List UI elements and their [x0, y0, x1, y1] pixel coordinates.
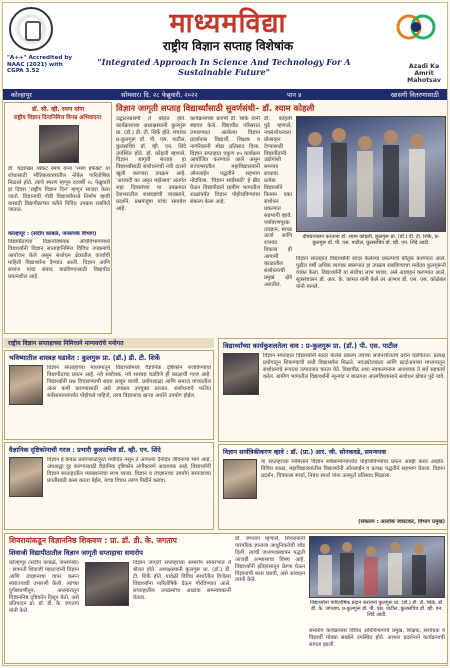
bottom-subheadline: शिवाजी विद्यापीठातील विज्ञान जागृती सप्ताहाचा समारोप: [9, 549, 143, 557]
bottom-headline: शिवरायांकडून विज्ञाननिष्ठ शिकवण : प्रा. डॉ. डी. के. जगताप: [9, 536, 177, 545]
tagline: "Integrated Approach In Science And Technology For A Sustainable Future": [97, 57, 351, 77]
dateline-bar: [3, 89, 447, 100]
newspaper-subtitle: राष्ट्रीय विज्ञान सप्ताह विशेषांक: [162, 39, 294, 53]
bottom-photo-caption: विद्यार्थ्यांना पारितोषिक प्रदान करताना कुलगुरू प्रा. (डॉ.) डी. टी. शिर्के, डॉ. डी. के. जगताप, प्र-कुलगुरू डॉ. पी. एस. पाटील, कुलसचिव डॉ. व्ही. एन. शिंदे आदी.: [310, 600, 444, 619]
bottom-column-2: विज्ञान जागृती सप्ताहाच्या समारोप समारंभात ते बोलत होते. अध्यक्षस्थानी कुलगुरू प्रा. (डॉ.) डी. टी. शिर्के होते. यावेळी विविध स्पर्धांतील विजेत्या विद्यार्थ्यांना पारितोषिके देऊन गौरविण्यात आले. सप्ताहातील उपक्रमांचा आढावा समन्वयकांनी घेतला.: [133, 560, 231, 601]
bottom-photo: [309, 536, 445, 598]
shirke-portrait: [9, 365, 43, 405]
sonkawade-credit: (संकलन : आलोक जत्राटकर, विभाग प्रमुख): [358, 519, 445, 525]
shinde-body: विज्ञान हे केवळ प्रयोगशाळेपुरते मर्यादित नसून ते आपल्या दैनंदिन जीवनाचा भाग आहे. अंधश्रद्धा दूर करण्यासाठी वैज्ञानिक दृष्टिकोन अंगीकारणे आवश्यक आहे. विद्यार्थ्यांनी विज्ञान सप्ताहातील व्याख्यानांचा लाभ घ्यावा. विज्ञान व तंत्रज्ञानाचा उपयोग समाजाच्या प्रगतीसाठी कसा करता येईल, याचा विचार तरुण पिढीने करावा.: [47, 457, 211, 484]
azadi-ka-amrit-mahotsav-logo-icon: [395, 11, 445, 47]
raman-credit: कोल्हापूर : (संदीप कांबळे, जनसंपर्क विभाग): [8, 231, 97, 237]
shirke-body: विज्ञान सप्ताहाच्या माध्यमातून विद्यार्थ्यांमध्ये वैज्ञानिक दृष्टिकोन रुजविण्याचा विद्यापीठाचा प्रयत्न आहे. नवे संशोधक, नवे शास्त्रज्ञ घडविणे ही काळाची गरज आहे. विद्यार्थ्यांनी प्रश्न विचारण्याची सवय लावून घ्यावी. प्रयोगशाळा आणि समाज यांच्यातील अंतर कमी करण्यासाठी असे उपक्रम उपयुक्त ठरतात. संशोधनाचे फलित सर्वसामान्यांपर्यंत पोहोचले पाहिजे, तरच विज्ञानाचा खऱ्या अर्थाने उपयोग होईल.: [47, 365, 211, 399]
shinde-title: वैज्ञानिक दृष्टिकोनाची गरज : प्रभारी कुलसचिव डॉ. व्ही. एन. शिंदे: [9, 446, 161, 454]
lead-photo-figures: [297, 117, 447, 233]
dateline-date: सोमवार। दि. २८ फेब्रुवारी, २०२२: [121, 91, 198, 99]
naac-accreditation: "A++" Accredited by NAAC (2021) with CGPA 3.52: [7, 55, 72, 75]
lead-photo-caption: दीपप्रज्वलन करताना डॉ. श्याम कोहली, कुलगुरू प्रा. (डॉ.) डी. टी. शिर्के, प्र-कुलगुरू डॉ. पी. एस. पाटील, कुलसचिव डॉ. व्ही. एन. शिंदे आदी.: [302, 234, 440, 247]
patil-title: विद्यार्थ्यांच्या कार्यकुशलतेला वाव : प्र-कुलगुरू प्रा. (डॉ.) पी. एस. पाटील: [223, 342, 398, 350]
lead-column-1: उद्घाटनप्रसंगी ते बोलत होते. कार्यक्रमाच्या अध्यक्षस्थानी कुलगुरू प्रा. (डॉ.) डी. टी. शिर्के होते. मंचावर प्र-कुलगुरू डॉ. पी. एस. पाटील, कुलसचिव डॉ. व्ही. एन. शिंदे उपस्थित होते. डॉ. कोहली म्हणाले, विज्ञान जागृती सप्ताह हा विद्यार्थ्यांसाठी संशोधनाची नवी दालने खुली करणारा उपक्रम आहे. 'आजादी का अमृत महोत्सव' अंतर्गत सहा दिवसांच्या या उपक्रमात देशभरातील शास्त्रज्ञांची व्याख्याने, प्रदर्शने, प्रश्नमंजूषा यांचा समावेश आहे.: [116, 116, 186, 212]
sonkawade-body: या सप्ताहाच्या निमित्ताने विज्ञान सर्वसामान्यांपर्यंत पोहोचविण्याचा प्रयत्न आम्ही करत आहोत. विविध शाळा, महाविद्यालयांतील विद्यार्थ्यांनी ऑनलाईन व प्रत्यक्ष पद्धतीने सहभाग घेतला. विज्ञान प्रदर्शन, चित्रकला स्पर्धा, निबंध स्पर्धा यांना उत्स्फूर्त प्रतिसाद मिळाला.: [261, 459, 445, 479]
raman-title: राष्ट्रीय विज्ञान दिनानिमित्त विनम्र अभिवादन!: [13, 115, 103, 121]
shirke-title: भविष्यातील शास्त्रज्ञ घडावेत : कुलगुरू प्रा. (डॉ.) डी. टी. शिर्के: [9, 354, 160, 362]
shinde-section: [4, 442, 214, 530]
azadi-caption: Azadi Ka Amrit Mahotsav: [407, 63, 441, 84]
university-seal-icon: [9, 7, 53, 51]
lead-column-2: कार्यक्रमाच्या प्रारंभी डॉ. शिर्के यांनी स्वागत केले. विद्यापीठ परिसरात उभारण्यात आलेल्या विज्ञान प्रदर्शनास विद्यार्थी, शिक्षक व नागरिकांनी मोठा प्रतिसाद दिला. विज्ञान सप्ताहात एकूण ४५ कार्यक्रम आयोजित करण्यात आले असून राज्यभरातील महाविद्यालयांनी ऑनलाईन पद्धतीने सहभाग नोंदविला. 'विज्ञान सर्वांसाठी' हे ब्रीद घेऊन विद्यापीठाने ग्रामीण भागातील शाळांपर्यंत विज्ञान पोहोचविण्याचा संकल्प केला आहे.: [190, 116, 260, 205]
patil-body: विज्ञान सप्ताहात विद्यार्थ्यांनी सादर केलेले प्रकल्प त्यांच्या सर्जनशीलतेचे दर्शन घडवितात. प्रत्यक्ष प्रयोगातून शिकण्याची संधी विद्यार्थ्यांना मिळते. नवउद्योजकता आणि स्टार्टअपच्या माध्यमातून संशोधनाचे रूपांतर उत्पादनात करता येते. विद्यापीठ अशा नवकल्पनांना आवश्यक ते सर्व सहकार्य करेल. ग्रामीण भागातील विद्यार्थ्यांनी न्यूनगंड न बाळगता आत्मविश्वासाने संशोधन क्षेत्रात पुढे यावे.: [263, 353, 445, 380]
dateline-issue: खासगी वितरणासाठी: [390, 91, 439, 99]
bottom-story: [4, 533, 448, 664]
shirke-section: [4, 350, 214, 440]
raman-name: डॉ. सी. व्ही. रमण यांना: [31, 106, 85, 113]
sonkawade-section: [218, 444, 448, 530]
bottom-column-4: समारोप कार्यक्रमास विविध अधिविभागांचे प्रमुख, शिक्षक, संशोधक व विद्यार्थी मोठ्या संख्येने उपस्थित होते. आभार प्रदर्शनाने कार्यक्रमाची सांगता झाली.: [309, 628, 445, 648]
dateline-place: कोल्हापूर: [11, 91, 32, 99]
shinde-portrait: [9, 457, 43, 497]
raman-portrait: [39, 125, 79, 163]
lead-column-3: डॉ. कोहली पुढे म्हणाले, नवसंशोधनाला प्रोत्साहन देण्यासाठी विद्यापीठांनी उद्योगांशी समन्वय साधावा. प्रत्येक विद्यार्थ्याने किमान एका संशोधन प्रकल्पात सहभागी व्हावे. पर्यावरणपूरक तंत्रज्ञान, स्वच्छ ऊर्जा आणि शाश्वत विकास ही आगामी काळातील संशोधनाची प्रमुख क्षेत्रे असतील.: [264, 116, 292, 288]
lead-photo: [296, 116, 446, 232]
raman-body-2: विद्यापीठाच्या विज्ञानविषयक अधिविभागांमध्ये विद्यार्थ्यांनी विज्ञान सप्ताहानिमित्त विविध उपक्रमांचे आयोजन केले असून संशोधन क्षेत्रातील कार्याची माहिती विद्यार्थ्यांना देण्यात आली. विज्ञान आणि समाज यांचा संवाद वाढविण्यासाठी विद्यापीठ प्रयत्नशील आहे.: [8, 239, 110, 280]
bottom-photo-figures: [310, 537, 446, 599]
raman-body: डॉ. चंद्रशेखर व्यंकट रमण यांना 'रमण इफेक्ट' या शोधासाठी भौतिकशास्त्रातील नोबेल पारितोषिक मिळाले होते. त्यांचे स्मरण म्हणून दरवर्षी २८ फेब्रुवारी हा दिवस 'राष्ट्रीय विज्ञान दिन' म्हणून साजरा केला जातो. विज्ञानाची गोडी विद्यार्थ्यांमध्ये निर्माण व्हावी यासाठी विद्यापीठाच्या वतीने विविध उपक्रम राबविले जातात.: [8, 166, 110, 214]
jagtap-portrait: [85, 562, 129, 606]
lead-headline: विज्ञान जागृती सप्ताह विद्यार्थ्यांसाठी सुवर्णसंधी– डॉ. श्याम कोहली: [116, 103, 315, 113]
sonkawade-title: विज्ञान सार्वत्रिकीकरण व्हावे : डॉ. (प्रा.) आर. जी. सोनकवडे, समन्वयक: [223, 449, 387, 456]
newspaper-title: माध्यमविद्या: [169, 8, 287, 39]
masthead: [3, 3, 447, 89]
bottom-column-1: कोल्हापूर (संदीप कांबळे, जनसंपर्क) : छत्रपती शिवाजी महाराजांनी विज्ञान आणि तंत्रज्ञानाचा वापर करून स्वराज्याची उभारणी केली. त्यांच्या दुर्गबांधणीतून, आरमारातून विज्ञाननिष्ठ दृष्टिकोन दिसून येतो, असे प्रतिपादन प्रा. डॉ. डी. के. जगताप यांनी केले.: [9, 560, 79, 615]
dateline-page: पान ४: [286, 91, 302, 99]
raman-tribute-box: [4, 102, 112, 334]
bottom-column-3: डॉ. जगताप म्हणाले, शिवरायांनी पारंपरिक ज्ञानाला आधुनिकतेची जोड दिली. त्यांची जलव्यवस्थापन पद्धती आजही अभ्यासाचा विषय आहे. विद्यार्थ्यांनी इतिहासातून प्रेरणा घेऊन विज्ञानाची कास धरावी, असे आवाहन त्यांनी केले.: [235, 536, 305, 584]
patil-section: [218, 338, 448, 442]
lead-column-4: विज्ञान सप्ताहात विद्यार्थ्यांनी सादर केलेल्या प्रकल्पांचे कौतुक करण्यात आले. पुढील वर्षी अधिक व्यापक स्वरूपात हा उपक्रम राबविण्याचा मनोदय कुलगुरूंनी व्यक्त केला. विद्यार्थ्यांनी या संधीचा लाभ घ्यावा, असे आवाहन करण्यात आले. सूत्रसंचालन डॉ. आर. के. कामत यांनी केले तर आभार डॉ. एस. एस. कोळेकर यांनी मानले.: [296, 256, 446, 290]
patil-portrait: [223, 353, 259, 395]
opinions-bar: राष्ट्रीय विज्ञान सप्ताहाच्या निमित्ताने मान्यवरांचे मनोगत: [4, 338, 214, 348]
sonkawade-portrait: [223, 459, 257, 499]
